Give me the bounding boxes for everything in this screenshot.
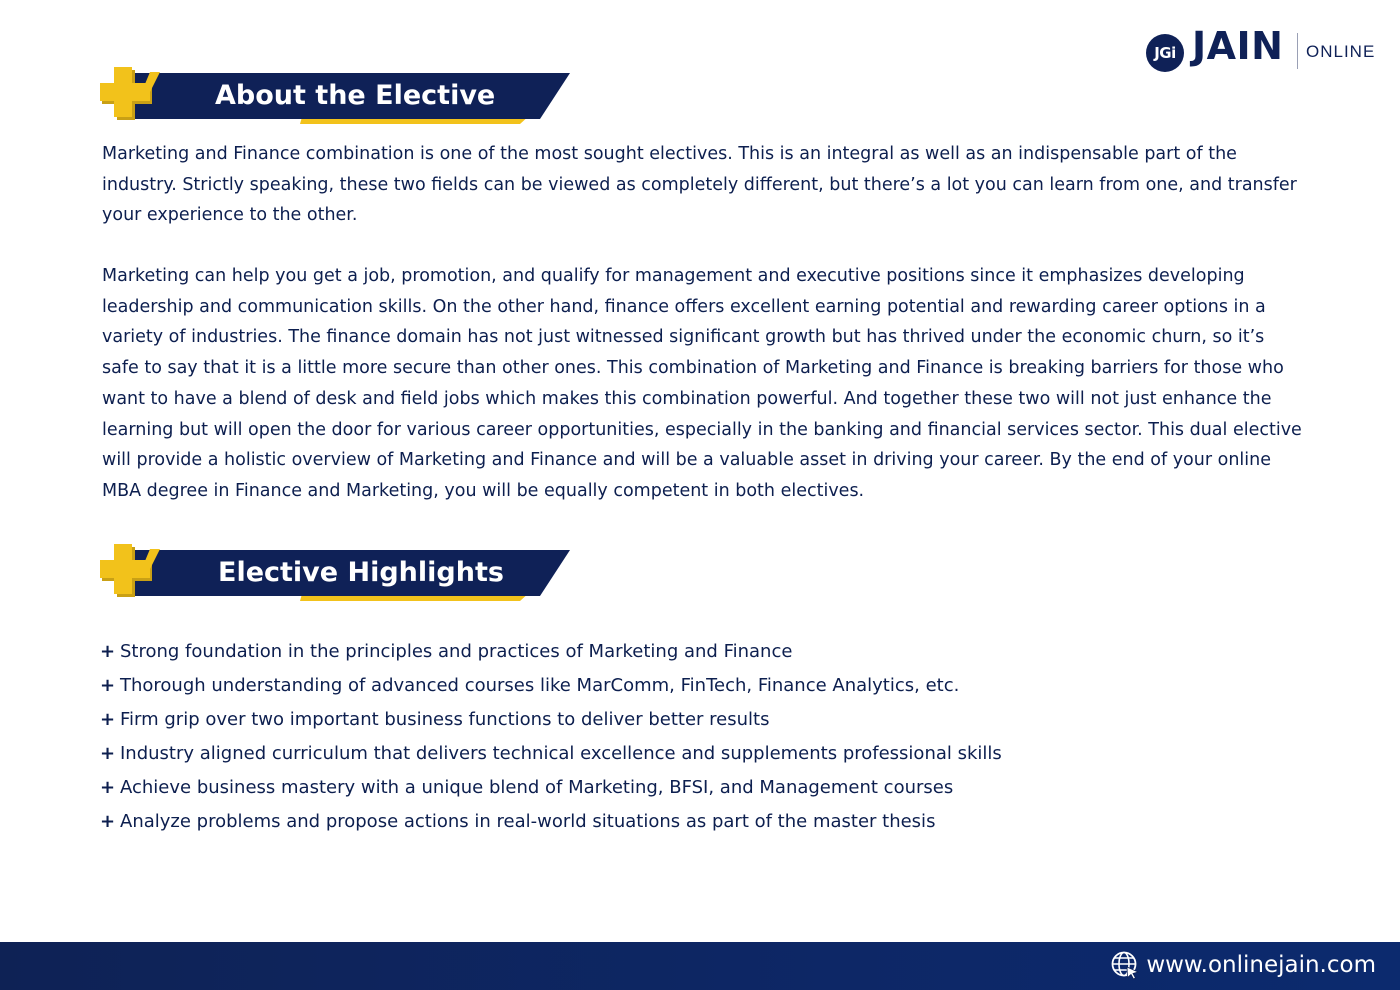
- list-item: [100, 702, 1002, 736]
- logo-suffix: ONLINE: [1306, 42, 1376, 61]
- plus-icon: +: [100, 810, 116, 832]
- highlight-text: Firm grip over two important business functions to deliver better results: [120, 708, 770, 730]
- highlight-text: Achieve business mastery with a unique blend of Marketing, BFSI, and Management courses: [120, 776, 954, 798]
- list-item: [100, 770, 1002, 804]
- footer-bar: [0, 942, 1400, 990]
- about-paragraph-2: Marketing can help you get a job, promotion, and qualify for management and executive positions since it emphasizes developing leadership and communication skills. On the other hand, finance offers excellent earning potential and rewarding career options in a variety of industries. The finance domain has not just witnessed significant growth but has thrived under the economic churn, so it’s safe to say that it is a little more secure than other ones. This combination of Marketing and Finance is breaking barriers for those who want to have a blend of desk and field jobs which makes this combination powerful. And together these two will not just enhance the learning but will open the door for various career opportunities, especially in the banking and financial services sector. This dual elective will provide a holistic overview of Marketing and Finance and will be a valuable asset in driving your career. By the end of your online MBA degree in Finance and Marketing, you will be equally competent in both electives.: [102, 266, 1302, 501]
- footer-website[interactable]: [1110, 950, 1376, 980]
- plus-icon: +: [100, 776, 116, 798]
- plus-icon: +: [100, 742, 116, 764]
- about-title: About the Elective: [215, 80, 496, 111]
- plus-icon: +: [100, 708, 116, 730]
- list-item: [100, 804, 1002, 838]
- list-item: [100, 736, 1002, 770]
- highlights-banner: [100, 543, 575, 603]
- about-banner: [100, 66, 575, 126]
- highlight-text: Thorough understanding of advanced courses like MarComm, FinTech, Finance Analytics, etc.: [120, 674, 960, 696]
- logo-divider: [1297, 33, 1298, 69]
- highlight-text: Analyze problems and propose actions in real-world situations as part of the master thesis: [120, 810, 936, 832]
- highlights-list: [100, 634, 1002, 838]
- globe-icon: [1110, 950, 1140, 980]
- highlights-title: Elective Highlights: [218, 557, 504, 588]
- highlight-text: Strong foundation in the principles and practices of Marketing and Finance: [120, 640, 793, 662]
- footer-url[interactable]: www.onlinejain.com: [1146, 952, 1376, 978]
- list-item: [100, 634, 1002, 668]
- jain-online-logo: [1146, 24, 1376, 70]
- jgi-badge: JGi: [1146, 34, 1184, 72]
- plus-icon: +: [100, 674, 116, 696]
- list-item: [100, 668, 1002, 702]
- plus-icon: +: [100, 640, 116, 662]
- highlight-text: Industry aligned curriculum that delivers technical excellence and supplements professional skills: [120, 742, 1002, 764]
- about-paragraph-1: Marketing and Finance combination is one of the most sought electives. This is an integral as well as an indispensable part of the industry. Strictly speaking, these two fields can be viewed as completely different, but there’s a lot you can learn from one, and transfer your experience to the other.: [102, 144, 1297, 226]
- logo-name: JAIN: [1192, 24, 1284, 68]
